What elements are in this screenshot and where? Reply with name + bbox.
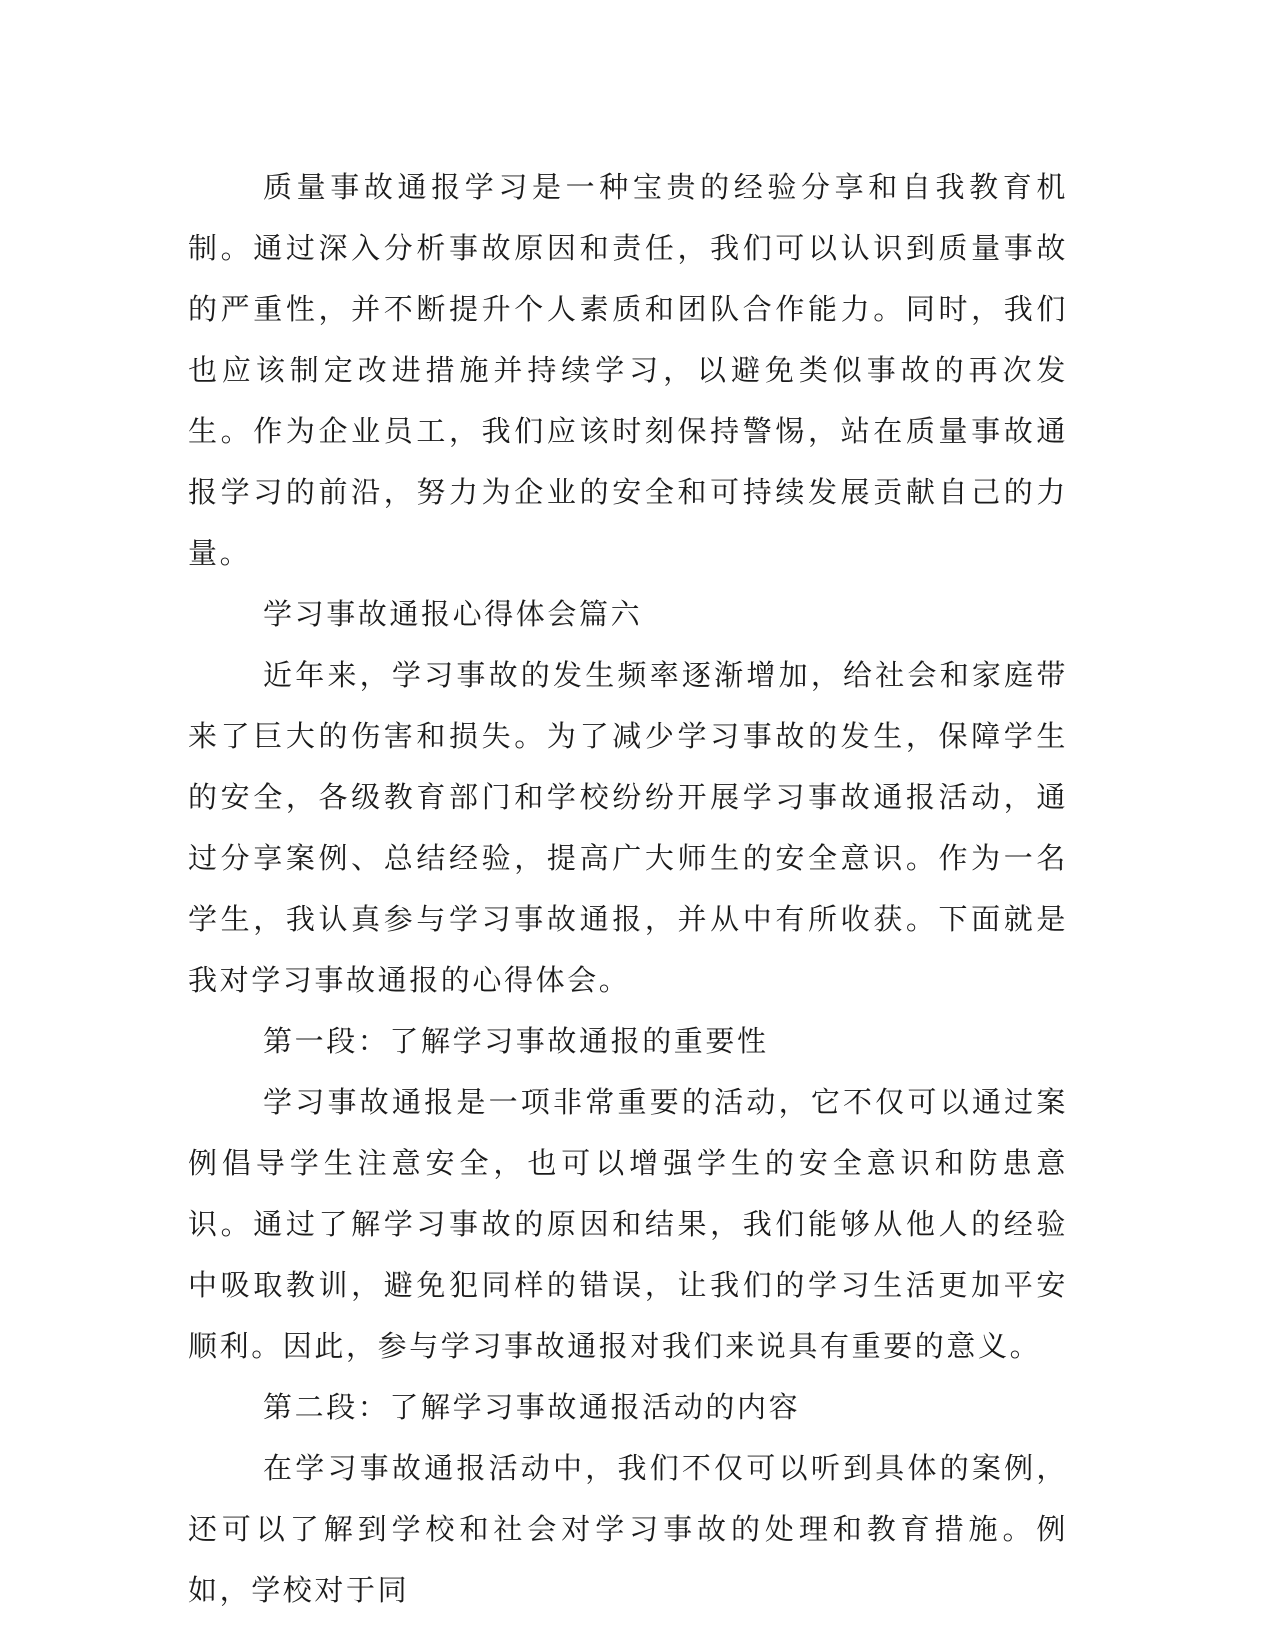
paragraph-section-one: 学习事故通报是一项非常重要的活动，它不仅可以通过案例倡导学生注意安全，也可以增强学生的安全意识和防患意识。通过了解学习事故的原因和结果，我们能够从他人的经验中吸取教训，避免犯同样的错误，让我们的学习生活更加平安顺利。因此，参与学习事故通报对我们来说具有重要的意义。 [188,1085,1068,1363]
section-title-part-six: 学习事故通报心得体会篇六 [263,597,643,631]
document-body [188,157,1068,1621]
heading-section-two: 第二段：了解学习事故通报活动的内容 [263,1390,801,1424]
heading-section-one: 第一段：了解学习事故通报的重要性 [263,1024,769,1058]
paragraph-introduction: 近年来，学习事故的发生频率逐渐增加，给社会和家庭带来了巨大的伤害和损失。为了减少学习事故的发生，保障学生的安全，各级教育部门和学校纷纷开展学习事故通报活动，通过分享案例、总结经验，提高广大师生的安全意识。作为一名学生，我认真参与学习事故通报，并从中有所收获。下面就是我对学习事故通报的心得体会。 [188,658,1068,997]
paragraph-section-two: 在学习事故通报活动中，我们不仅可以听到具体的案例，还可以了解到学校和社会对学习事故的处理和教育措施。例如，学校对于同 [188,1451,1068,1607]
paragraph-quality-summary: 质量事故通报学习是一种宝贵的经验分享和自我教育机制。通过深入分析事故原因和责任，我们可以认识到质量事故的严重性，并不断提升个人素质和团队合作能力。同时，我们也应该制定改进措施并持续学习，以避免类似事故的再次发生。作为企业员工，我们应该时刻保持警惕，站在质量事故通报学习的前沿，努力为企业的安全和可持续发展贡献自己的力量。 [188,170,1068,570]
